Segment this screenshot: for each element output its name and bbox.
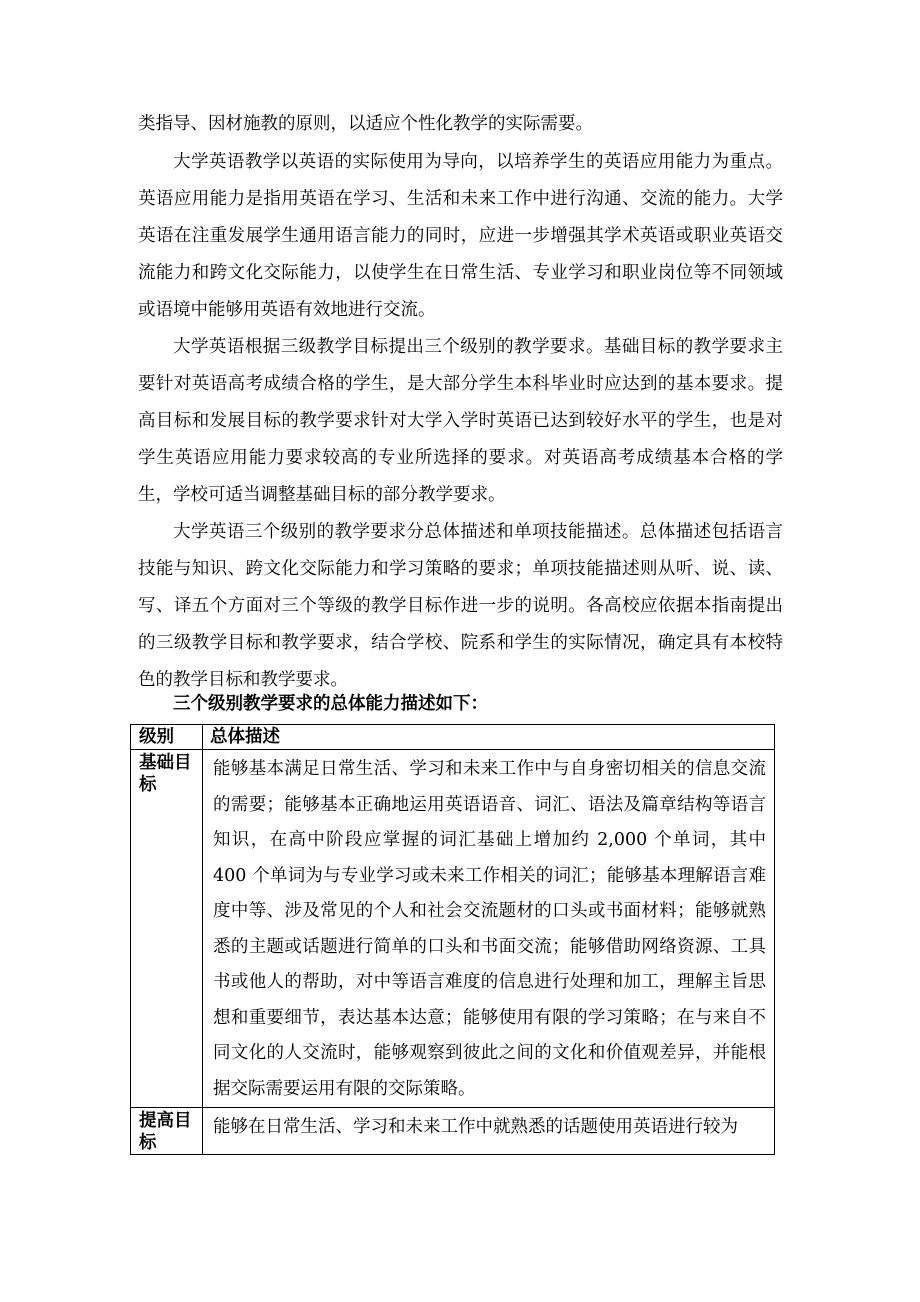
paragraph-english-application: 大学英语教学以英语的实际使用为导向，以培养学生的英语应用能力为重点。英语应用能力是指用英语在学习、生活和未来工作中进行沟通、交流的能力。大学英语在注重发展学生通用语言能力的同时，应进一步增强其学术英语或职业英语交流能力和跨文化交际能力，以使学生在日常生活、专业学习和职业岗位等不同领域或语境中能够用英语有效地进行交流。 <box>138 152 783 320</box>
paragraph-description-types: 大学英语三个级别的教学要求分总体描述和单项技能描述。总体描述包括语言技能与知识、跨文化交际能力和学习策略的要求；单项技能描述则从听、说、读、写、译五个方面对三个等级的教学目标作进一步的说明。各高校应依据本指南提出的三级教学目标和教学要求，结合学校、院系和学生的实际情况，确定具有本校特色的教学目标和教学要求。 <box>138 522 783 690</box>
header-description: 总体描述 <box>203 725 775 750</box>
requirements-table <box>130 724 775 1155</box>
level-cell: 提高目标 <box>131 1108 203 1155</box>
description-cell: 能够基本满足日常生活、学习和未来工作中与自身密切相关的信息交流的需要；能够基本正确地运用英语语音、词汇、语法及篇章结构等语言知识，在高中阶段应掌握的词汇基础上增加约 2,000 个单词，其中 400 个单词为与专业学习或未来工作相关的词汇；能够基本理解语言难度中等、涉及常见的个人和社会交流题材的口头或书面材料；能够就熟悉的主题或话题进行简单的口头和书面交流；能够借助网络资源、工具书或他人的帮助，对中等语言难度的信息进行处理和加工，理解主旨思想和重要细节，表达基本达意；能够使用有限的学习策略；在与来自不同文化的人交流时，能够观察到彼此之间的文化和价值观差异，并能根据交际需要运用有限的交际策略。 <box>203 750 775 1108</box>
table-header-row <box>131 725 775 750</box>
description-cell: 能够在日常生活、学习和未来工作中就熟悉的话题使用英语进行较为 <box>203 1108 775 1155</box>
table-caption: 三个级别教学要求的总体能力描述如下： <box>173 694 488 714</box>
paragraph-teaching-requirements: 大学英语根据三级教学目标提出三个级别的教学要求。基础目标的教学要求主要针对英语高考成绩合格的学生，是大部分学生本科毕业时应达到的基本要求。提高目标和发展目标的教学要求针对大学入学时英语已达到较好水平的学生，也是对学生英语应用能力要求较高的专业所选择的要求。对英语高考成绩基本合格的学生，学校可适当调整基础目标的部分教学要求。 <box>138 337 783 505</box>
header-level: 级别 <box>131 725 203 750</box>
level-cell: 基础目标 <box>131 750 203 1108</box>
table-row <box>131 1108 775 1155</box>
table-row <box>131 750 775 1108</box>
paragraph-continuation: 类指导、因材施教的原则，以适应个性化教学的实际需要。 <box>138 114 593 134</box>
